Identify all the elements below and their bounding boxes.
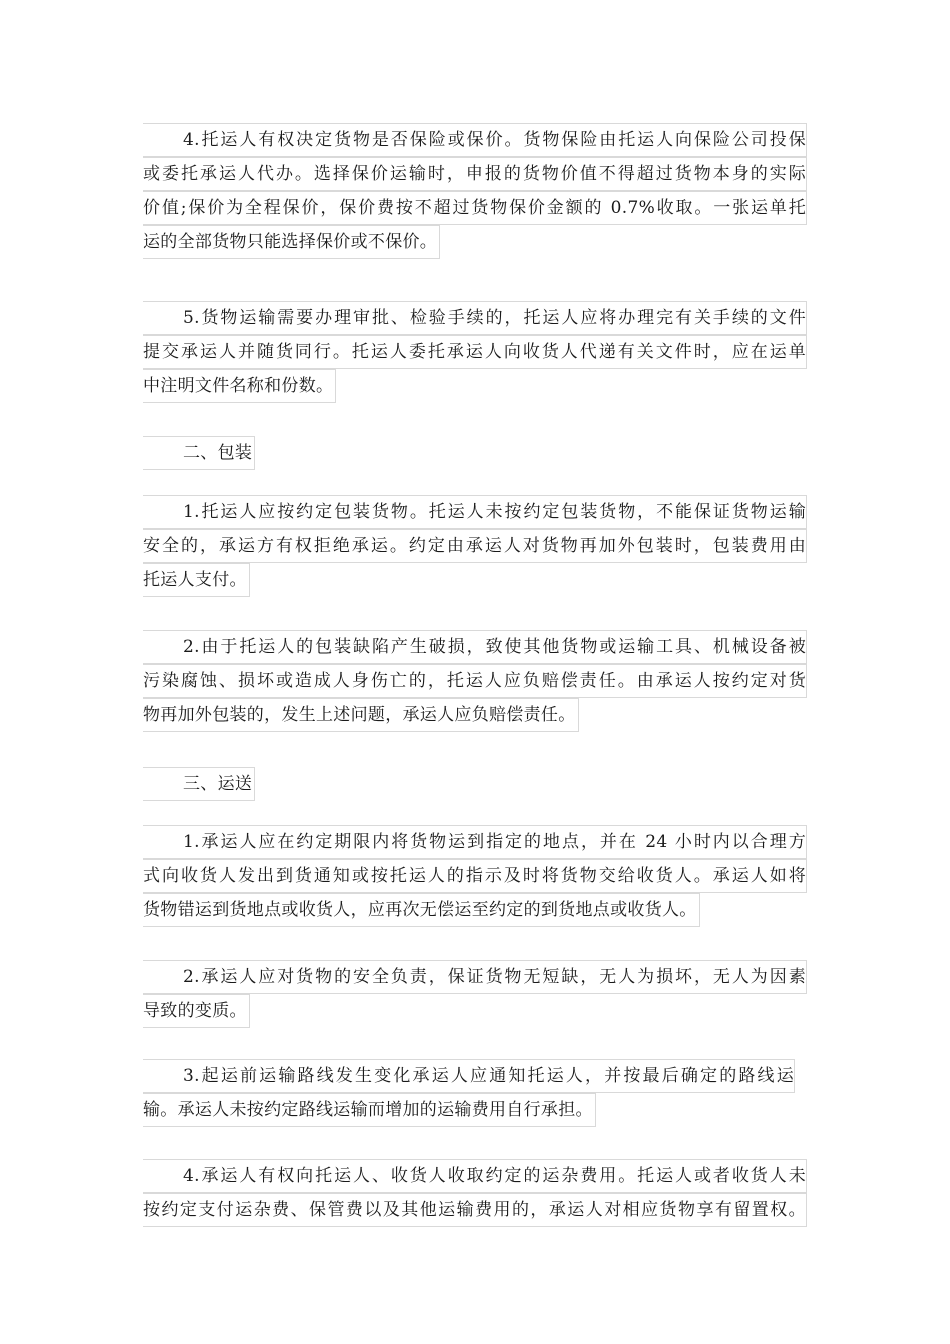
text-line: 1.托运人应按约定包装货物。托运人未按约定包装货物，不能保证货物运输 <box>143 495 807 529</box>
text-line: 托运人支付。 <box>143 563 250 597</box>
paragraph-delivery-1 <box>143 825 807 927</box>
text-line: 价值;保价为全程保价，保价费按不超过货物保价金额的 0.7%收取。一张运单托 <box>143 191 807 225</box>
text-line: 物再加外包装的，发生上述问题，承运人应负赔偿责任。 <box>143 698 579 732</box>
text-line: 污染腐蚀、损坏或造成人身伤亡的，托运人应负赔偿责任。由承运人按约定对货 <box>143 664 807 698</box>
text-line: 导致的变质。 <box>143 994 250 1028</box>
paragraph-delivery-2 <box>143 960 807 1028</box>
text-line: 2.由于托运人的包装缺陷产生破损，致使其他货物或运输工具、机械设备被 <box>143 630 807 664</box>
text-line: 2.承运人应对货物的安全负责，保证货物无短缺，无人为损坏，无人为因素 <box>143 960 807 994</box>
section-heading: 二、包装 <box>143 436 255 470</box>
text-line: 安全的，承运方有权拒绝承运。约定由承运人对货物再加外包装时，包装费用由 <box>143 529 807 563</box>
text-line: 中注明文件名称和份数。 <box>143 369 336 403</box>
text-line: 或委托承运人代办。选择保价运输时，申报的货物价值不得超过货物本身的实际 <box>143 157 807 191</box>
text-line: 输。承运人未按约定路线运输而增加的运输费用自行承担。 <box>143 1093 596 1127</box>
paragraph-delivery-4 <box>143 1159 807 1227</box>
section-heading-packaging <box>143 436 255 470</box>
text-line: 4.托运人有权决定货物是否保险或保价。货物保险由托运人向保险公司投保 <box>143 123 807 157</box>
text-line: 5.货物运输需要办理审批、检验手续的，托运人应将办理完有关手续的文件 <box>143 301 807 335</box>
paragraph-documents <box>143 301 807 403</box>
paragraph-packaging-1 <box>143 495 807 597</box>
paragraph-packaging-2 <box>143 630 807 732</box>
text-line: 1.承运人应在约定期限内将货物运到指定的地点，并在 24 小时内以合理方 <box>143 825 807 859</box>
text-line: 3.起运前运输路线发生变化承运人应通知托运人，并按最后确定的路线运 <box>143 1059 795 1093</box>
text-line: 按约定支付运杂费、保管费以及其他运输费用的，承运人对相应货物享有留置权。 <box>143 1193 807 1227</box>
text-line: 式向收货人发出到货通知或按托运人的指示及时将货物交给收货人。承运人如将 <box>143 859 807 893</box>
paragraph-insurance <box>143 123 807 259</box>
text-line: 4.承运人有权向托运人、收货人收取约定的运杂费用。托运人或者收货人未 <box>143 1159 807 1193</box>
paragraph-delivery-3 <box>143 1059 795 1127</box>
section-heading: 三、运送 <box>143 767 255 801</box>
text-line: 提交承运人并随货同行。托运人委托承运人向收货人代递有关文件时，应在运单 <box>143 335 807 369</box>
text-line: 货物错运到货地点或收货人，应再次无偿运至约定的到货地点或收货人。 <box>143 893 700 927</box>
section-heading-delivery <box>143 767 255 801</box>
text-line: 运的全部货物只能选择保价或不保价。 <box>143 225 440 259</box>
